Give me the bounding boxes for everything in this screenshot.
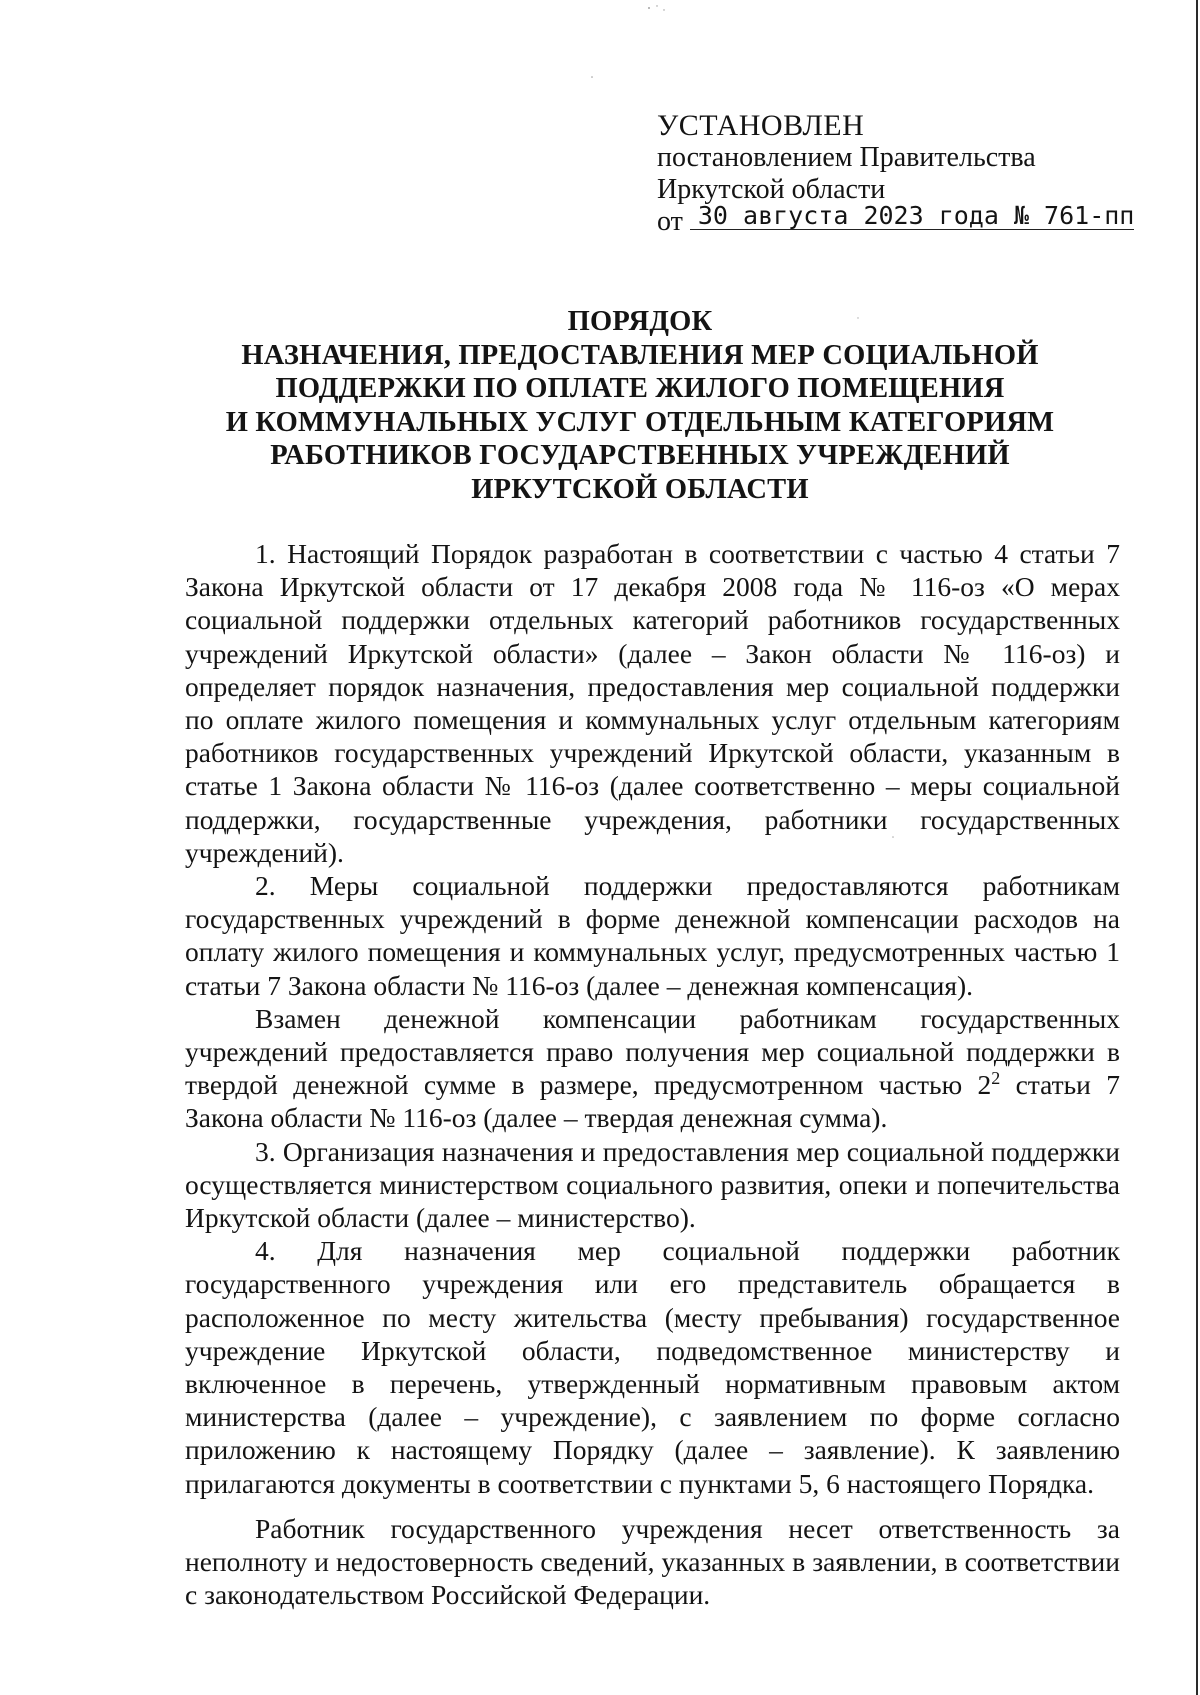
paragraph-6: Работник государственного учреждения несет ответственность за неполноту и недостоверность сведений, указанных в заявлении, в соответствии с законодательством Российской Федерации.: [185, 1512, 1120, 1611]
paragraph-2: 2. Меры социальной поддержки предоставляются работникам государственных учреждений в форме денежной компенсации расходов на оплату жилого помещения и коммунальных услуг, предусмотренных частью 1 статьи 7 Закона области № 116-оз (далее – денежная компенсация).: [185, 870, 1120, 1001]
approval-stamp: [657, 110, 1134, 238]
title-line-6: ИРКУТСКОЙ ОБЛАСТИ: [471, 473, 809, 505]
approval-line3: Иркутской области: [657, 174, 886, 205]
title-line-1: ПОРЯДОК: [567, 306, 713, 337]
paragraph-1: 1. Настоящий Порядок разработан в соответствии с частью 4 статьи 7 Закона Иркутской области от 17 декабря 2008 года № 116-оз «О мерах социальной поддержки отдельных категорий работников государственных учреждений Иркутской области» (далее – Закон области № 116-оз) и определяет порядок назначения, предоставления мер социальной поддержки по оплате жилого помещения и коммунальных услуг отдельным категориям работников государственных учреждений Иркутской области, указанным в статье 1 Закона области № 116-оз (далее соответственно – меры социальной поддержки, государственные учреждения, работники государственных учреждений).: [185, 538, 1120, 868]
title-line-5: РАБОТНИКОВ ГОСУДАРСТВЕННЫХ УЧРЕЖДЕНИЙ: [270, 440, 1010, 471]
paragraph-3-text-start: Взамен денежной компенсации работникам государственных учреждений предоставляется право получения мер социальной поддержки в твердой денежной сумме в размере, предусмотренном частью 2: [185, 1002, 1120, 1101]
title-line-2: НАЗНАЧЕНИЯ, ПРЕДОСТАВЛЕНИЯ МЕР СОЦИАЛЬНОЙ: [241, 339, 1039, 371]
scan-edge: [1196, 0, 1198, 1695]
title-line-3: ПОДДЕРЖКИ ПО ОПЛАТЕ ЖИЛОГО ПОМЕЩЕНИЯ: [275, 373, 1005, 404]
paragraph-3: [185, 1002, 1120, 1135]
paragraph-4: 3. Организация назначения и предоставления мер социальной поддержки осуществляется министерством социального развития, опеки и попечительства Иркутской области (далее – министерство).: [185, 1135, 1120, 1234]
document-title: [150, 305, 1130, 506]
title-line-4: И КОММУНАЛЬНЫХ УСЛУГ ОТДЕЛЬНЫМ КАТЕГОРИЯМ: [225, 406, 1055, 438]
paragraph-3-text-end: статьи 7 Закона области № 116-оз (далее – твердая денежная сумма).: [185, 1069, 1120, 1134]
paragraph-5: 4. Для назначения мер социальной поддержки работник государственного учреждения или его представитель обращается в расположенное по месту жительства (месту пребывания) государственное учреждение Иркутской области, подведомственное министерству и включенное в перечень, утвержденный нормативным правовым актом министерства (далее – учреждение), с заявлением по форме согласно приложению к настоящему Порядку (далее – заявление). К заявлению прилагаются документы в соответствии с пунктами 5, 6 настоящего Порядка.: [185, 1235, 1120, 1499]
approval-date-value: 30 августа 2023 года № 761-пп: [690, 203, 1135, 230]
approval-date-line: [657, 201, 1135, 238]
approval-heading: УСТАНОВЛЕН: [657, 109, 865, 142]
approval-line2: постановлением Правительства: [657, 142, 1036, 173]
paragraph-3-superscript: 2: [991, 1068, 1001, 1089]
approval-date-prefix: от: [657, 206, 683, 237]
document-body: [185, 537, 1120, 1612]
